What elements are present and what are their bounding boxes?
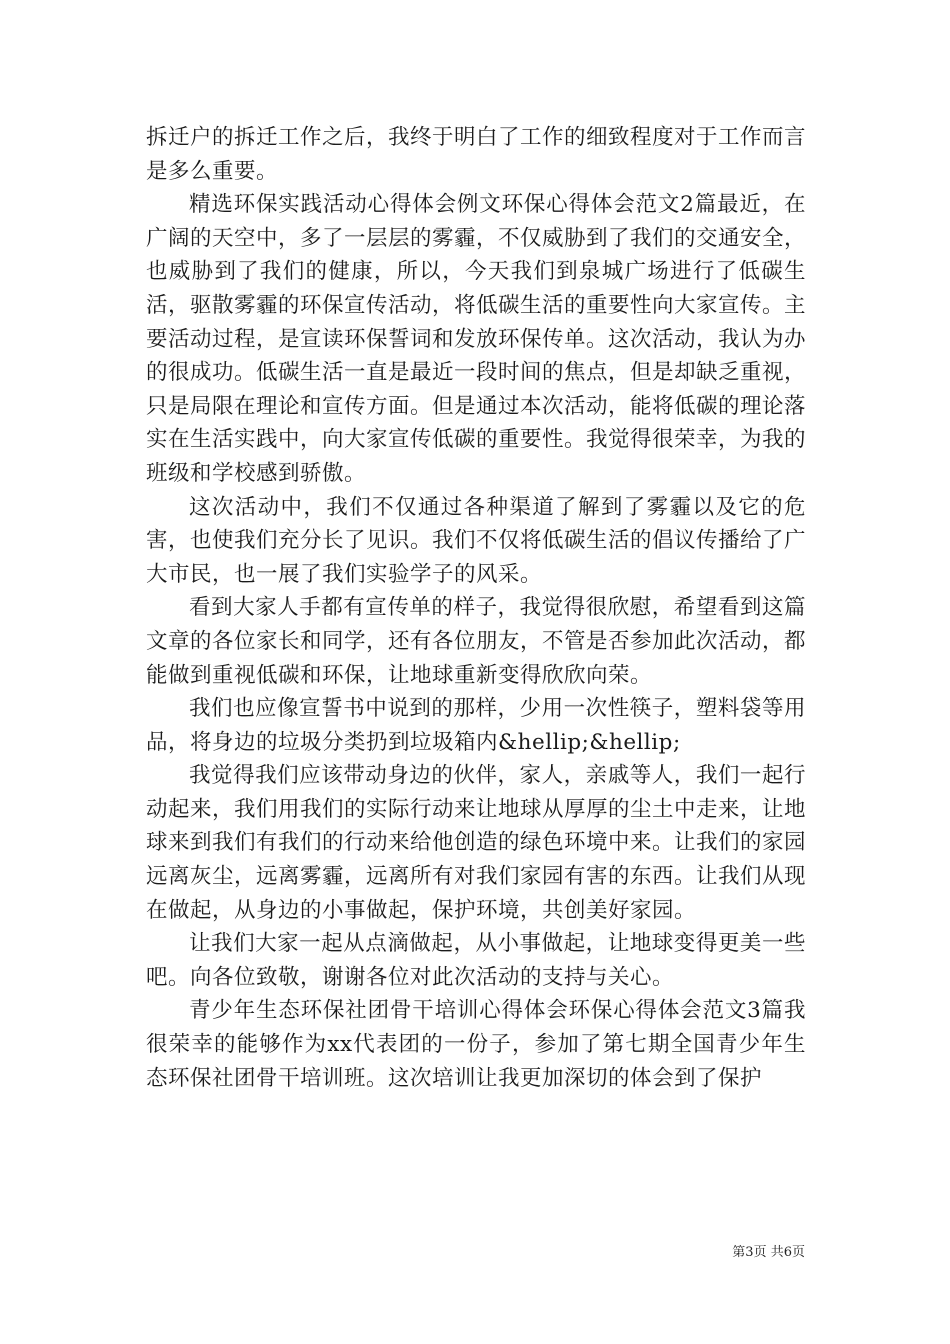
footer-middle: 页 共 <box>753 1245 784 1260</box>
paragraph-4: 看到大家人手都有宣传单的样子，我觉得很欣慰，希望看到这篇文章的各位家长和同学，还有各位朋友，不管是否参加此次活动，都能做到重视低碳和环保，让地球重新变得欣欣向荣。 <box>146 595 807 688</box>
paragraph-1: 拆迁户的拆迁工作之后，我终于明白了工作的细致程度对于工作而言是多么重要。 <box>146 125 807 184</box>
footer-prefix: 第 <box>732 1245 746 1260</box>
paragraph-6: 我觉得我们应该带动身边的伙伴，家人，亲戚等人，我们一起行动起来，我们用我们的实际行动来让地球从厚厚的尘土中走来，让地球来到我们有我们的行动来给他创造的绿色环境中来。让我们的家园远离灰尘，远离雾霾，远离所有对我们家园有害的东西。让我们从现在做起，从身边的小事做起，保护环境，共创美好家园。 <box>146 763 807 923</box>
paragraph-5: 我们也应像宣誓书中说到的那样，少用一次性筷子，塑料袋等用品，将身边的垃圾分类扔到垃圾箱内&hellip;&hellip; <box>146 696 806 755</box>
paragraph-8: 青少年生态环保社团骨干培训心得体会环保心得体会范文3篇我很荣幸的能够作为xx代表团的一份子，参加了第七期全国青少年生态环保社团骨干培训班。这次培训让我更加深切的体会到了保护 <box>146 998 806 1091</box>
paragraph-2: 精选环保实践活动心得体会例文环保心得体会范文2篇最近，在广阔的天空中，多了一层层的雾霾，不仅威胁到了我们的交通安全，也威胁到了我们的健康，所以，今天我们到泉城广场进行了低碳生活，驱散雾霾的环保宣传活动，将低碳生活的重要性向大家宣传。主要活动过程，是宣读环保誓词和发放环保传单。这次活动，我认为办的很成功。低碳生活一直是最近一段时间的焦点，但是却缺乏重视，只是局限在理论和宣传方面。但是通过本次活动，能将低碳的理论落实在生活实践中，向大家宣传低碳的重要性。我觉得很荣幸，为我的班级和学校感到骄傲。 <box>146 192 807 486</box>
footer-suffix: 页 <box>791 1245 805 1260</box>
paragraph-3: 这次活动中，我们不仅通过各种渠道了解到了雾霾以及它的危害，也使我们充分长了见识。我们不仅将低碳生活的倡议传播给了广大市民，也一展了我们实验学子的风采。 <box>146 494 807 587</box>
paragraph-7: 让我们大家一起从点滴做起，从小事做起，让地球变得更美一些吧。向各位致敬，谢谢各位对此次活动的支持与关心。 <box>146 931 806 990</box>
footer-current-page: 3 <box>745 1245 754 1260</box>
page-number-footer <box>732 1245 805 1261</box>
document-body <box>146 121 806 1095</box>
footer-total-pages: 6 <box>783 1245 792 1260</box>
